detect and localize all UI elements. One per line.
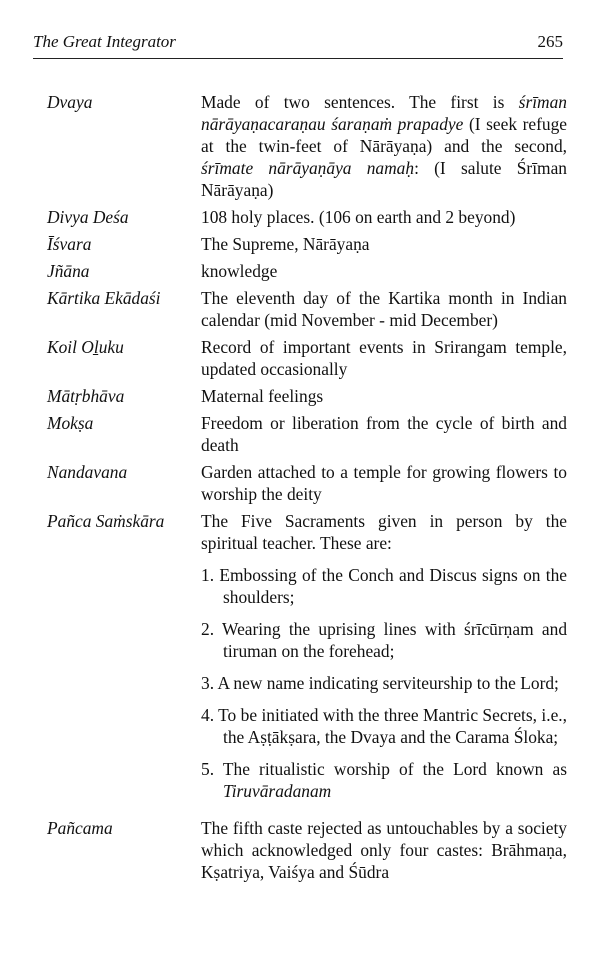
definition-text: The Supreme, Nārāyaṇa (201, 234, 370, 254)
glossary-entry (47, 461, 567, 505)
definition-text: Garden attached to a temple for growing flowers to worship the deity (201, 462, 567, 504)
glossary-term: Jñāna (47, 261, 90, 281)
definition-text: 108 holy places. (106 on earth and 2 beyond) (201, 207, 516, 227)
glossary-definition (201, 287, 567, 331)
glossary-entry (47, 336, 567, 380)
glossary-term: Kārtika Ekādaśi (47, 288, 161, 308)
glossary-term: Mokṣa (47, 413, 94, 433)
definition-body (201, 461, 567, 505)
glossary-entry (47, 206, 567, 228)
definition-text: Maternal feelings (201, 386, 324, 406)
glossary-definition (201, 206, 567, 228)
definition-body (201, 817, 567, 883)
definition-text: Embossing of the Conch and Discus signs on the shoulders; (219, 565, 568, 607)
glossary-definition (201, 412, 567, 456)
sacrament-item (201, 758, 567, 802)
glossary-definition (201, 260, 567, 282)
definition-body (201, 260, 567, 282)
page-number: 265 (537, 32, 563, 51)
definition-text: (I seek refuge at the twin-feet of Nārāyaṇa) and the second, (201, 114, 568, 156)
sacrament-list (201, 564, 567, 802)
glossary-entry (47, 412, 567, 456)
glossary-entry (47, 233, 567, 255)
glossary-term: Dvaya (47, 92, 93, 112)
item-number: 2. (201, 619, 223, 639)
glossary-term: Nandavana (47, 462, 128, 482)
definition-text: The eleventh day of the Kartika month in Indian calendar (mid November - mid December) (201, 288, 567, 330)
italic-phrase: śrīmate nārāyaṇāya namaḥ (201, 158, 415, 178)
definition-body (201, 336, 567, 380)
glossary-entry (47, 817, 567, 883)
definition-text: The fifth caste rejected as untouchables by a society which acknowledged only four castes: Brāhmaṇa, Kṣatriya, Vaiśya and Śūdra (201, 818, 567, 882)
sacrament-item (201, 564, 567, 608)
item-number: 3. (201, 673, 218, 693)
glossary-definition (201, 385, 567, 407)
definition-body (201, 385, 567, 407)
glossary-definition (201, 91, 567, 201)
glossary-definition (201, 461, 567, 505)
sacrament-item (201, 704, 567, 748)
glossary-term: Divya Deśa (47, 207, 129, 227)
definition-text: knowledge (201, 261, 278, 281)
definition-body (201, 510, 567, 554)
glossary-entry (47, 510, 567, 812)
definition-body (201, 206, 567, 228)
definition-text: Made of two sentences. The first is (201, 92, 519, 112)
definition-body (201, 91, 567, 201)
running-header (33, 32, 563, 59)
glossary-term: Mātṛbhāva (47, 386, 125, 406)
item-number: 5. (201, 759, 223, 779)
definition-text: The ritualistic worship of the Lord known as (222, 759, 567, 779)
definition-text: A new name indicating serviteurship to the Lord; (217, 673, 559, 693)
running-title: The Great Integrator (33, 32, 176, 51)
definition-text: : (I salute Śrīman Nārāyaṇa) (201, 158, 567, 200)
italic-phrase: śrīman nārāyaṇacaraṇau śaraṇaṁ prapadye (201, 92, 567, 134)
item-number: 4. (201, 705, 219, 725)
glossary-term: Koil Oḻuku (47, 337, 124, 357)
definition-body (201, 233, 567, 255)
glossary-definition (201, 817, 567, 883)
definition-text: To be initiated with the three Mantric Secrets, i.e., the Aṣṭākṣara, the Dvaya and the Carama Śloka; (218, 705, 568, 747)
glossary-entry (47, 91, 567, 201)
definition-text: Wearing the uprising lines with śrīcūrṇam and tiruman on the forehead; (222, 619, 568, 661)
definition-body (201, 412, 567, 456)
sacrament-item (201, 618, 567, 662)
italic-phrase: Tiruvāradanam (223, 781, 332, 801)
definition-text: Freedom or liberation from the cycle of birth and death (201, 413, 567, 455)
glossary-entry (47, 385, 567, 407)
item-number: 1. (201, 565, 220, 585)
definition-text: The Five Sacraments given in person by the spiritual teacher. These are: (201, 511, 567, 553)
definition-body (201, 287, 567, 331)
glossary-list (47, 91, 567, 888)
definition-text: Record of important events in Srirangam temple, updated occasionally (201, 337, 567, 379)
glossary-definition (201, 510, 567, 812)
glossary-entry (47, 287, 567, 331)
glossary-definition (201, 336, 567, 380)
glossary-term: Pañca Saṁskāra (47, 511, 165, 531)
glossary-entry (47, 260, 567, 282)
glossary-term: Īśvara (47, 234, 92, 254)
sacrament-item (201, 672, 567, 694)
glossary-term: Pañcama (47, 818, 113, 838)
glossary-definition (201, 233, 567, 255)
